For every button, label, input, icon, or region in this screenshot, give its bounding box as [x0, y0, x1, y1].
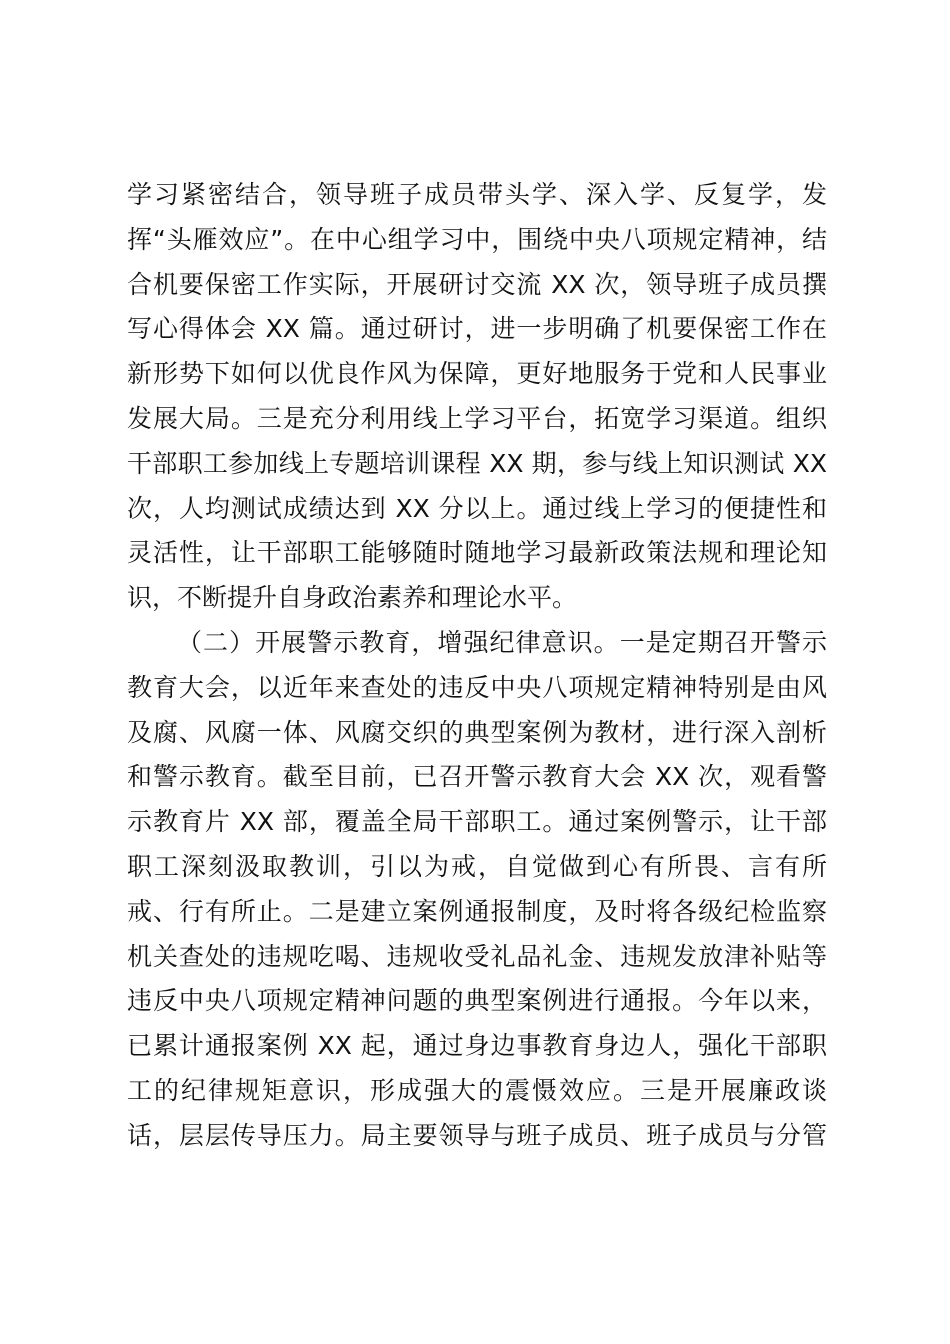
paragraph-line: 灵活性，让干部职工能够随时随地学习最新政策法规和理论知 — [127, 538, 827, 568]
paragraph-line: 职工深刻汲取教训，引以为戒，自觉做到心有所畏、言有所 — [127, 851, 827, 881]
paragraph-line: 挥“头雁效应”。在中心组学习中，围绕中央八项规定精神，结 — [127, 224, 827, 254]
paragraph-line: 识，不断提升自身政治素养和理论水平。 — [127, 583, 578, 613]
paragraph-line: 及腐、风腐一体、风腐交织的典型案例为教材，进行深入剖析 — [127, 717, 827, 747]
paragraph-line: 发展大局。三是充分利用线上学习平台，拓宽学习渠道。组织 — [127, 403, 827, 433]
paragraph-line: 和警示教育。截至目前，已召开警示教育大会 XX 次，观看警 — [127, 762, 827, 792]
paragraph-line: 干部职工参加线上专题培训课程 XX 期，参与线上知识测试 XX — [127, 448, 827, 478]
paragraph-line: 学习紧密结合，领导班子成员带头学、深入学、反复学，发 — [127, 180, 827, 209]
paragraph-line: 戒、行有所止。二是建立案例通报制度，及时将各级纪检监察 — [127, 896, 827, 926]
paragraph-line: 话，层层传导压力。局主要领导与班子成员、班子成员与分管 — [127, 1120, 827, 1150]
paragraph-line: 示教育片 XX 部，覆盖全局干部职工。通过案例警示，让干部 — [127, 807, 827, 837]
paragraph-line: 写心得体会 XX 篇。通过研讨，进一步明确了机要保密工作在 — [127, 314, 827, 344]
paragraph-line: 违反中央八项规定精神问题的典型案例进行通报。今年以来， — [127, 986, 827, 1016]
paragraph-line: 次，人均测试成绩达到 XX 分以上。通过线上学习的便捷性和 — [127, 493, 827, 523]
paragraph-line: 机关查处的违规吃喝、违规收受礼品礼金、违规发放津补贴等 — [127, 941, 827, 971]
paragraph-line: 合机要保密工作实际，开展研讨交流 XX 次，领导班子成员撰 — [127, 269, 827, 299]
paragraph-line: 工的纪律规矩意识，形成强大的震慑效应。三是开展廉政谈 — [127, 1075, 827, 1105]
paragraph-line: 教育大会，以近年来查处的违反中央八项规定精神特别是由风 — [127, 672, 827, 702]
paragraph-line: 新形势下如何以优良作风为保障，更好地服务于党和人民事业 — [127, 359, 827, 389]
section-heading-line: （二）开展警示教育，增强纪律意识。一是定期召开警示 — [177, 627, 827, 657]
paragraph-line: 已累计通报案例 XX 起，通过身边事教育身边人，强化干部职 — [127, 1031, 827, 1061]
document-body — [127, 173, 827, 1159]
